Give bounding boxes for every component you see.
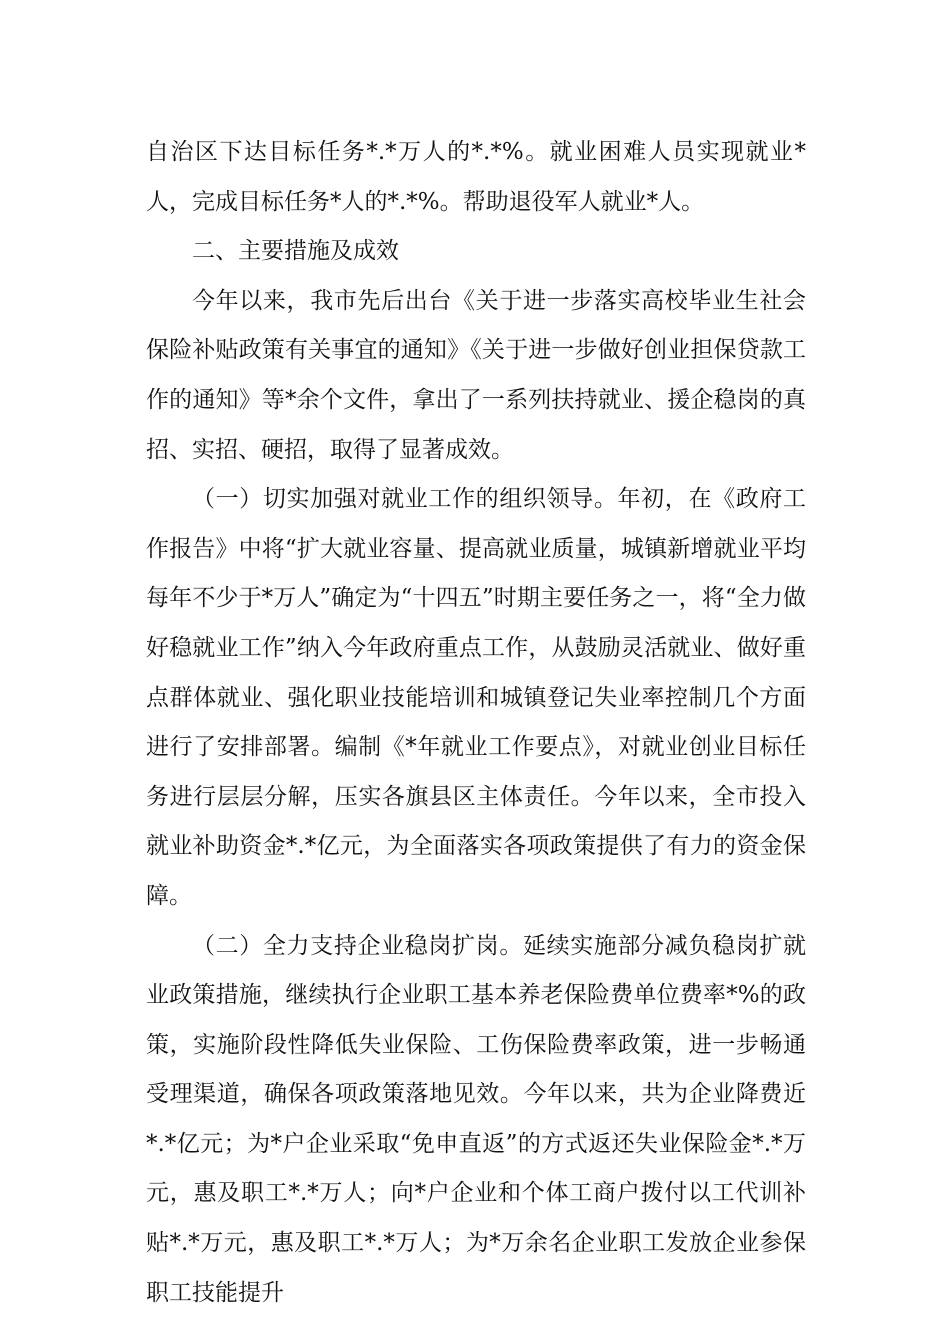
paragraph-continuation: 自治区下达目标任务*.*万人的*.*%。就业困难人员实现就业*人，完成目标任务*人的*.*%。帮助退役军人就业*人。 [146,139,806,215]
section-heading: 二、主要措施及成效 [192,238,399,265]
document-body [146,128,806,1318]
paragraph-item-two: （二）全力支持企业稳岗扩岗。延续实施部分减负稳岗扩就业政策措施，继续执行企业职工基本养老保险费单位费率*%的政策，实施阶段性降低失业保险、工伤保险费率政策，进一步畅通受理渠道，确保各项政策落地见效。今年以来，共为企业降费近*.*亿元；为*户企业采取“免申直返”的方式返还失业保险金*.*万元，惠及职工*.*万人；向*户企业和个体工商户拨付以工代训补贴*.*万元，惠及职工*.*万人；为*万余名企业职工发放企业参保职工技能提升 [146,932,806,1306]
paragraph-intro: 今年以来，我市先后出台《关于进一步落实高校毕业生社会保险补贴政策有关事宜的通知》《关于进一步做好创业担保贷款工作的通知》等*余个文件，拿出了一系列扶持就业、援企稳岗的真招、实招、硬招，取得了显著成效。 [146,287,806,463]
paragraph-item-one: （一）切实加强对就业工作的组织领导。年初，在《政府工作报告》中将“扩大就业容量、提高就业质量，城镇新增就业平均每年不少于*万人”确定为“十四五”时期主要任务之一，将“全力做好稳就业工作”纳入今年政府重点工作，从鼓励灵活就业、做好重点群体就业、强化职业技能培训和城镇登记失业率控制几个方面进行了安排部署。编制《*年就业工作要点》，对就业创业目标任务进行层层分解，压实各旗县区主体责任。今年以来，全市投入就业补助资金*.*亿元，为全面落实各项政策提供了有力的资金保障。 [146,486,806,909]
